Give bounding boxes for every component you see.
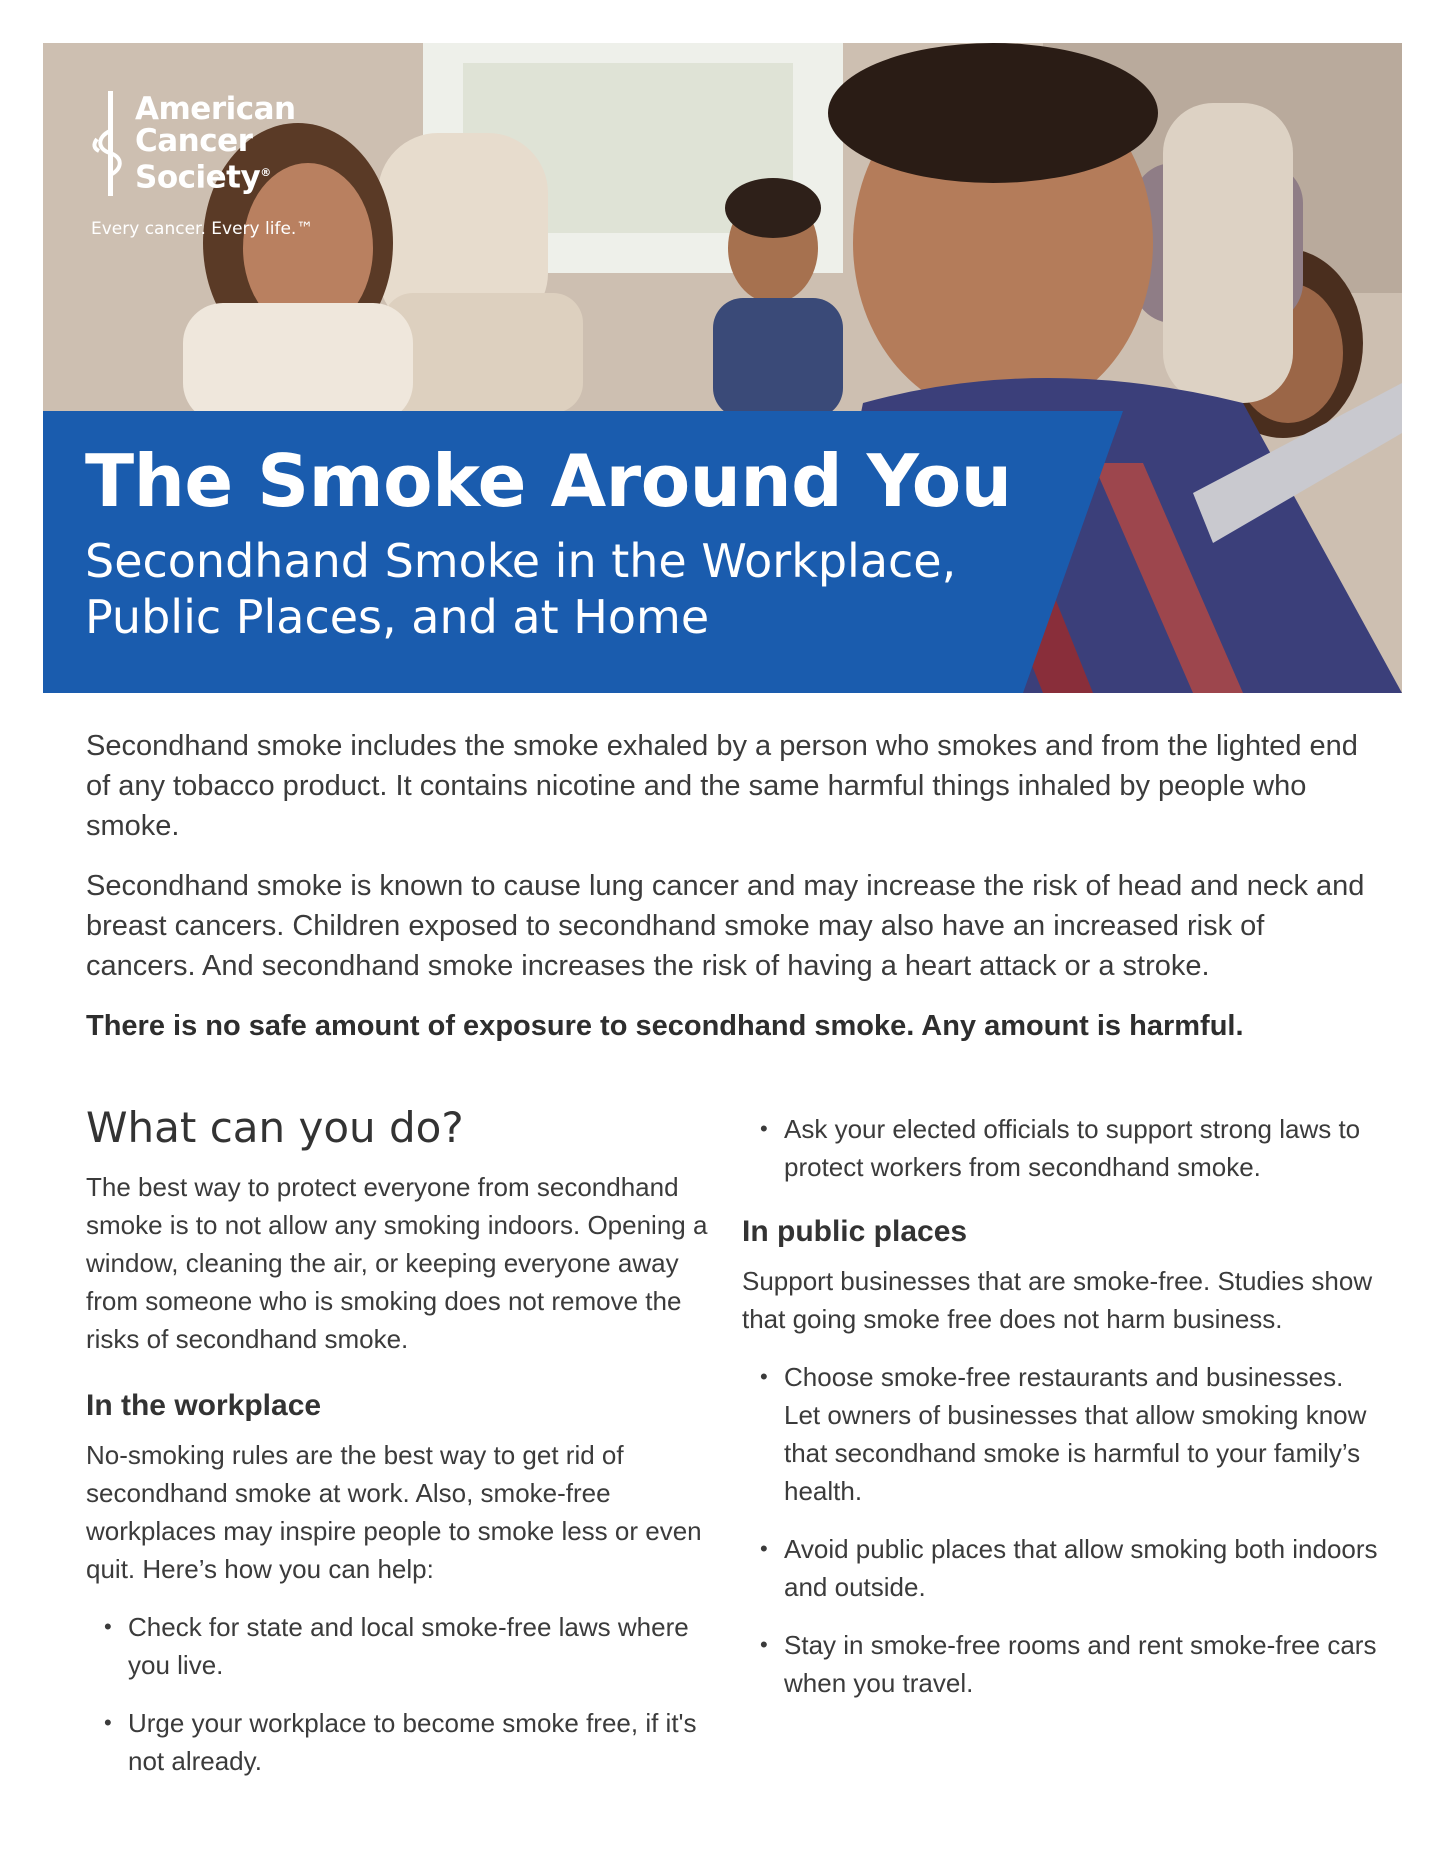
list-item: • Urge your workplace to become smoke free, if it's not already. bbox=[86, 1704, 726, 1780]
left-column bbox=[86, 1100, 726, 1800]
intro-paragraph: Secondhand smoke includes the smoke exhaled by a person who smokes and from the lighted end of any tobacco product. It contains nicotine and the same harmful things inhaled by people who smoke. bbox=[86, 730, 1358, 842]
public-places-paragraph: Support businesses that are smoke-free. Studies show that going smoke free does not harm business. bbox=[742, 1266, 1373, 1334]
workplace-heading: In the workplace bbox=[86, 1389, 322, 1422]
logo-line: Cancer bbox=[135, 123, 253, 159]
intro-section bbox=[86, 726, 1376, 1066]
list-item: • Ask your elected officials to support strong laws to protect workers from secondhand smoke. bbox=[742, 1110, 1382, 1186]
page-title: The Smoke Around You bbox=[85, 439, 1012, 523]
bullet-icon: • bbox=[760, 1536, 768, 1561]
intro-paragraph: Secondhand smoke is known to cause lung cancer and may increase the risk of head and neck and breast cancers. Children exposed to secondhand smoke may also have an increased risk of cancers. And secondhand smoke increases the risk of having a heart attack or a stroke. bbox=[86, 870, 1365, 982]
what-can-you-do-heading: What can you do? bbox=[86, 1103, 464, 1152]
list-item: • Check for state and local smoke-free laws where you live. bbox=[86, 1608, 726, 1684]
logo-line: American bbox=[135, 91, 296, 127]
list-item: • Avoid public places that allow smoking both indoors and outside. bbox=[742, 1530, 1382, 1606]
list-item: • Choose smoke-free restaurants and businesses. Let owners of businesses that allow smoking know that secondhand smoke is harmful to your family’s health. bbox=[742, 1358, 1382, 1510]
intro-emphasis: There is no safe amount of exposure to secondhand smoke. Any amount is harmful. bbox=[86, 1010, 1244, 1042]
list-item: • Stay in smoke-free rooms and rent smoke-free cars when you travel. bbox=[742, 1626, 1382, 1702]
bullet-icon: • bbox=[760, 1364, 768, 1389]
page-subtitle bbox=[85, 533, 1085, 645]
bullet-icon: • bbox=[760, 1116, 768, 1141]
acs-logo bbox=[91, 91, 351, 251]
right-column bbox=[742, 1110, 1382, 1722]
what-can-you-do-paragraph: The best way to protect everyone from secondhand smoke is to not allow any smoking indoors. Opening a window, cleaning the air, or keeping everyone away from someone who is smoking does not remove the risks of secondhand smoke. bbox=[86, 1172, 708, 1354]
workplace-bullet-list bbox=[86, 1608, 726, 1780]
subtitle-line: Secondhand Smoke in the Workplace, bbox=[85, 534, 957, 588]
sword-logo-icon bbox=[91, 91, 131, 201]
logo-tagline: Every cancer. Every life.™ bbox=[91, 219, 314, 239]
hero-banner bbox=[43, 43, 1402, 693]
workplace-bullet-list-continued bbox=[742, 1110, 1382, 1186]
workplace-paragraph: No-smoking rules are the best way to get rid of secondhand smoke at work. Also, smoke-free workplaces may inspire people to smoke less or even quit. Here’s how you can help: bbox=[86, 1440, 702, 1584]
logo-line: Society® bbox=[135, 159, 271, 196]
bullet-icon: • bbox=[760, 1632, 768, 1657]
public-places-bullet-list bbox=[742, 1358, 1382, 1702]
bullet-icon: • bbox=[104, 1710, 112, 1735]
logo-wordmark bbox=[135, 91, 296, 196]
bullet-icon: • bbox=[104, 1614, 112, 1639]
subtitle-line: Public Places, and at Home bbox=[85, 590, 710, 644]
public-places-heading: In public places bbox=[742, 1215, 968, 1248]
